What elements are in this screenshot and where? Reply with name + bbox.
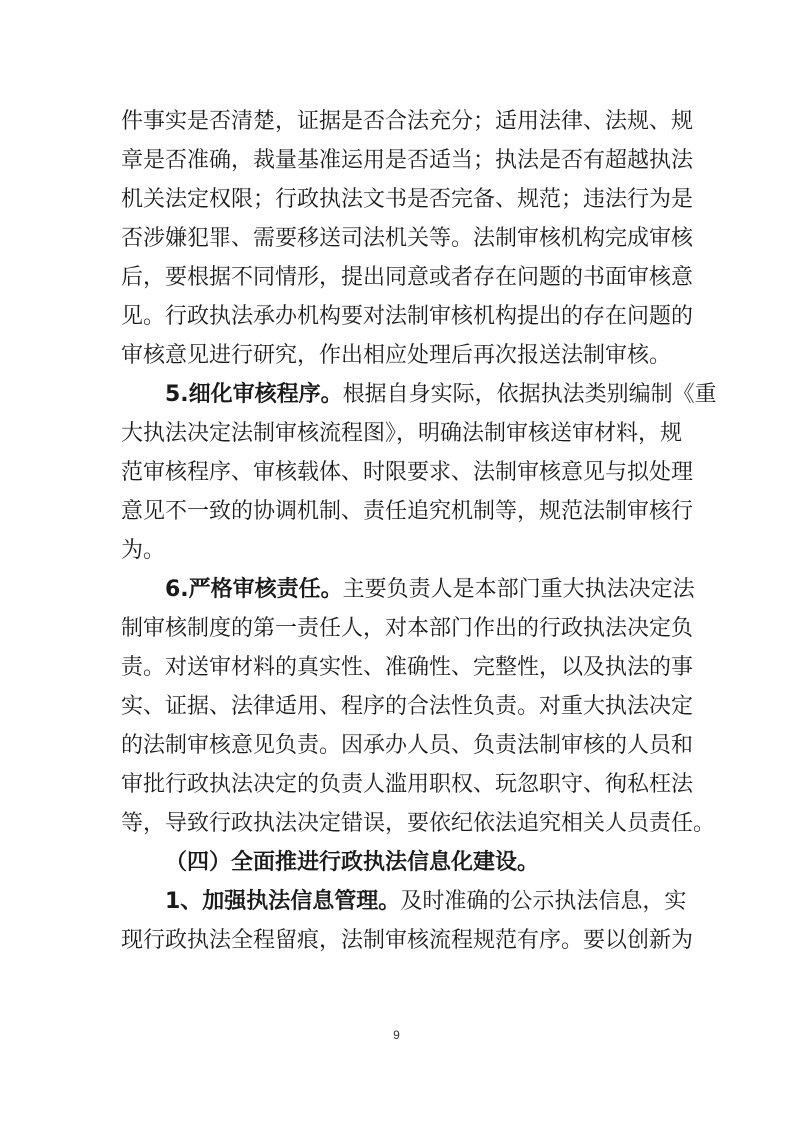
paragraph-first-line bbox=[121, 570, 695, 609]
paragraph-first-line bbox=[121, 375, 717, 414]
paragraph-1 bbox=[121, 102, 694, 375]
paragraph-2 bbox=[121, 375, 717, 570]
text-line: 审批行政执法决定的负责人滥用职权、玩忽职守、徇私枉法 bbox=[121, 772, 694, 797]
text-line: 机关法定权限；行政执法文书是否完备、规范；违法行为是 bbox=[121, 187, 694, 212]
text-line: 为。 bbox=[121, 538, 166, 563]
page-body bbox=[121, 102, 717, 960]
section-title: 5.细化审核程序。 bbox=[165, 382, 343, 407]
text-run: 主要负责人是本部门重大执法决定法 bbox=[342, 577, 695, 602]
section-heading: （四）全面推进行政执法信息化建设。 bbox=[165, 850, 540, 875]
text-line: 见。行政执法承办机构要对法制审核机构提出的存在问题的 bbox=[121, 304, 694, 329]
text-line: 后，要根据不同情形，提出同意或者存在问题的书面审核意 bbox=[121, 265, 694, 290]
text-run: 根据自身实际，依据执法类别编制《重 bbox=[342, 382, 717, 407]
paragraph-3 bbox=[121, 570, 716, 843]
text-line: 意见不一致的协调机制、责任追究机制等，规范法制审核行 bbox=[121, 499, 694, 524]
text-line: 大执法决定法制审核流程图》，明确法制审核送审材料，规 bbox=[121, 421, 683, 446]
text-line: 审核意见进行研究，作出相应处理后再次报送法制审核。 bbox=[121, 343, 672, 368]
text-line: 否涉嫌犯罪、需要移送司法机关等。法制审核机构完成审核 bbox=[121, 226, 694, 251]
section-title: 1、加强执法信息管理。 bbox=[165, 889, 401, 914]
text-line: 等，导致行政执法决定错误，要依纪依法追究相关人员责任。 bbox=[121, 811, 716, 836]
text-line: 的法制审核意见负责。因承办人员、负责法制审核的人员和 bbox=[121, 733, 694, 758]
paragraph-4 bbox=[121, 882, 694, 960]
page-number: 9 bbox=[393, 1028, 400, 1042]
text-line: 范审核程序、审核载体、时限要求、法制审核意见与拟处理 bbox=[121, 460, 694, 485]
text-line: 现行政执法全程留痕，法制审核流程规范有序。要以创新为 bbox=[121, 928, 694, 953]
section-title: 6.严格审核责任。 bbox=[165, 577, 343, 602]
text-line: 实、证据、法律适用、程序的合法性负责。对重大执法决定 bbox=[121, 694, 694, 719]
text-line: 制审核制度的第一责任人，对本部门作出的行政执法决定负 bbox=[121, 616, 694, 641]
text-line: 件事实是否清楚，证据是否合法充分；适用法律、法规、规 bbox=[121, 109, 694, 134]
text-run: 及时准确的公示执法信息，实 bbox=[400, 889, 687, 914]
text-line: 责。对送审材料的真实性、准确性、完整性，以及执法的事 bbox=[121, 655, 694, 680]
text-line: 章是否准确，裁量基准运用是否适当；执法是否有超越执法 bbox=[121, 148, 694, 173]
paragraph-first-line bbox=[121, 882, 687, 921]
